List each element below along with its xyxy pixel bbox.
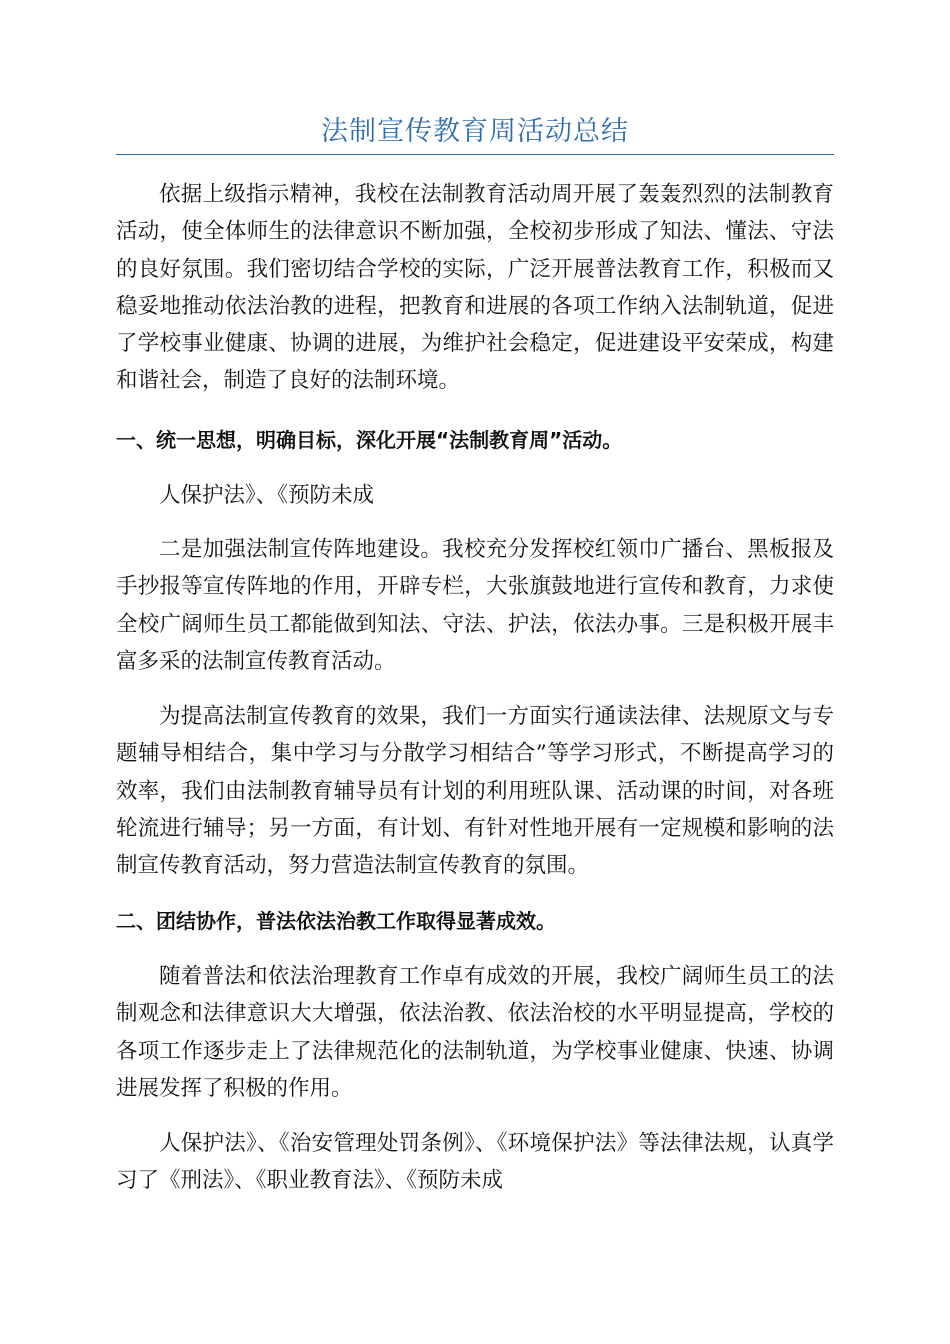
paragraph-education-effect: 为提高法制宣传教育的效果，我们一方面实行通读法律、法规原文与专题辅导相结合，集中学习与分散学习相结合”等学习形式，不断提高学习的效率，我们由法制教育辅导员有计划的利用班队课、活动课的时间，对各班轮流进行辅导；另一方面，有计划、有针对性地开展有一定规模和影响的法制宣传教育活动，努力营造法制宣传教育的氛围。 <box>116 704 834 879</box>
paragraph-intro: 依据上级指示精神，我校在法制教育活动周开展了轰轰烈烈的法制教育活动，使全体师生的法律意识不断加强，全校初步形成了知法、懂法、守法的良好氛围。我们密切结合学校的实际，广泛开展普法教育工作，积极而又稳妥地推动依法治教的进程，把教育和进展的各项工作纳入法制轨道，促进了学校事业健康、协调的进展，为维护社会稳定，促进建设平安荣成，构建和谐社会，制造了良好的法制环境。 <box>116 182 834 394</box>
title-underline <box>116 154 834 155</box>
document-title: 法制宣传教育周活动总结 <box>321 116 629 147</box>
section-heading-2: 二、团结协作，普法依法治教工作取得显著成效。 <box>116 909 556 933</box>
paragraph-publicity-base: 二是加强法制宣传阵地建设。我校充分发挥校红领巾广播台、黑板报及手抄报等宣传阵地的作用，开辟专栏，大张旗鼓地进行宣传和教育，力求使全校广阔师生员工都能做到知法、守法、护法，依法办事。三是积极开展丰富多采的法制宣传教育活动。 <box>116 537 834 674</box>
paragraph-achievements: 随着普法和依法治理教育工作卓有成效的开展，我校广阔师生员工的法制观念和法律意识大大增强，依法治教、依法治校的水平明显提高，学校的各项工作逐步走上了法律规范化的法制轨道，为学校事业健康、快速、协调进展发挥了积极的作用。 <box>116 964 834 1101</box>
paragraph-fragment-2: 人保护法》、《治安管理处罚条例》、《环境保护法》等法律法规，认真学习了《刑法》、《职业教育法》、《预防未成 <box>116 1131 834 1194</box>
paragraph-fragment-1: 人保护法》、《预防未成 <box>159 483 375 508</box>
section-heading-1: 一、统一思想，明确目标，深化开展“法制教育周”活动。 <box>116 428 623 452</box>
